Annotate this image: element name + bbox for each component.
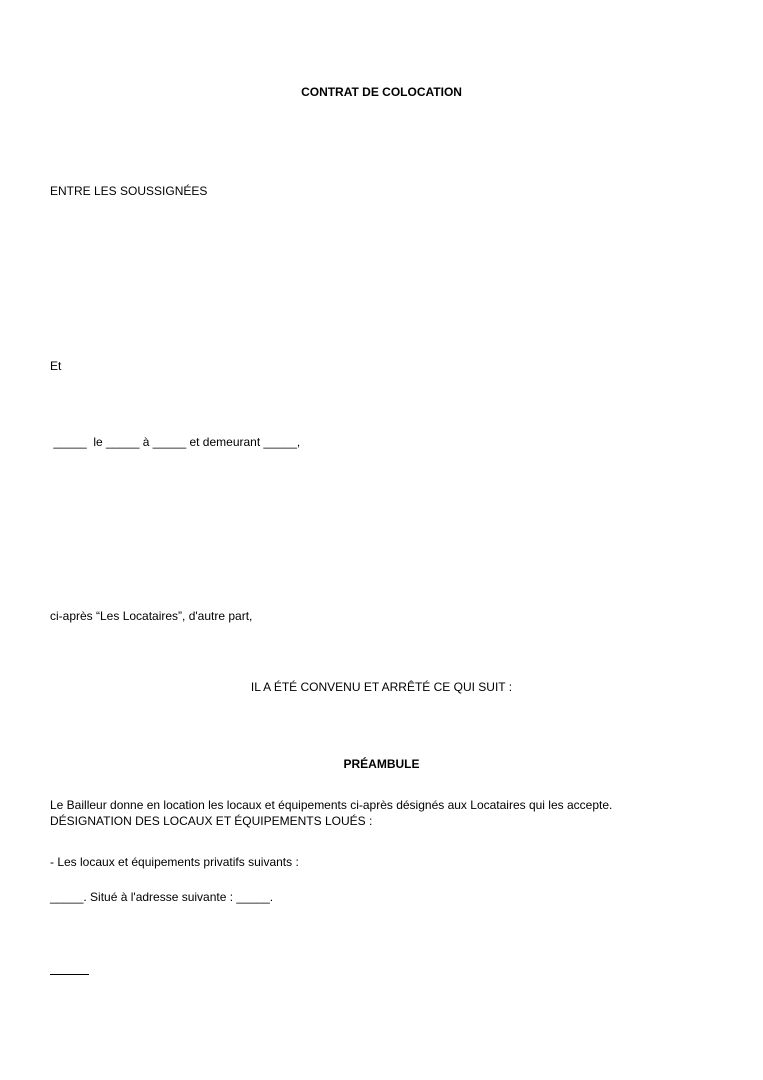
- preamble-heading: PRÉAMBULE: [343, 757, 420, 771]
- document-title: CONTRAT DE COLOCATION: [301, 85, 462, 99]
- parties-intro: ENTRE LES SOUSSIGNÉES: [50, 184, 208, 198]
- preamble-text: Le Bailleur donne en location les locaux et équipements ci-après désignés aux Locataires qui les accepte.: [50, 798, 613, 812]
- blank-field-rule: [50, 974, 89, 975]
- agreement-statement: IL A ÉTÉ CONVENU ET ARRÊTÉ CE QUI SUIT :: [250, 680, 513, 694]
- address-line: _____. Situé à l'adresse suivante : _____.: [50, 890, 274, 904]
- tenant-details: _____ le _____ à _____ et demeurant _____,: [50, 435, 301, 449]
- premises-designation-heading: DÉSIGNATION DES LOCAUX ET ÉQUIPEMENTS LOUÉS :: [50, 814, 373, 828]
- and-connector: Et: [50, 359, 62, 373]
- private-premises-item: - Les locaux et équipements privatifs suivants :: [50, 855, 299, 869]
- tenants-designation: ci-après “Les Locataires”, d'autre part,: [50, 609, 253, 623]
